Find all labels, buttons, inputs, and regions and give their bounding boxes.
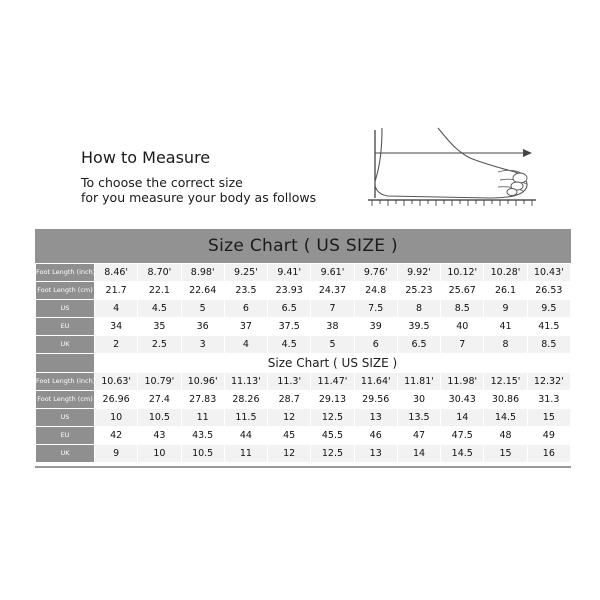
size-row-foot-in <box>36 373 570 390</box>
foot-measure-illustration <box>360 120 540 208</box>
row-label: Foot Length (cm) <box>36 282 94 299</box>
size-cell: 39.5 <box>398 318 440 335</box>
size-cell: 43 <box>138 427 180 444</box>
size-cell: 37.5 <box>268 318 310 335</box>
row-label: Foot Length (inch) <box>36 373 94 390</box>
size-cell: 2.5 <box>138 336 180 353</box>
size-row-foot-cm <box>36 391 570 408</box>
row-label: EU <box>36 318 94 335</box>
size-cell: 11 <box>225 445 267 462</box>
size-cell: 10 <box>95 409 137 426</box>
size-cell: 11.98' <box>441 373 483 390</box>
row-label-blank <box>36 354 94 372</box>
size-cell: 11.64' <box>355 373 397 390</box>
size-cell: 27.4 <box>138 391 180 408</box>
size-cell: 31.3 <box>528 391 570 408</box>
size-cell: 43.5 <box>182 427 224 444</box>
size-chart-table <box>35 263 571 463</box>
size-cell: 24.8 <box>355 282 397 299</box>
size-cell: 11.5 <box>225 409 267 426</box>
size-cell: 10.43' <box>528 264 570 281</box>
size-cell: 44 <box>225 427 267 444</box>
size-cell: 10.5 <box>182 445 224 462</box>
measure-instruction-line-2: for you measure your body as follows <box>81 190 317 205</box>
size-cell: 39 <box>355 318 397 335</box>
size-cell: 16 <box>528 445 570 462</box>
size-cell: 8.46' <box>95 264 137 281</box>
size-cell: 11.3' <box>268 373 310 390</box>
size-cell: 23.93 <box>268 282 310 299</box>
size-cell: 15 <box>484 445 526 462</box>
size-cell: 25.23 <box>398 282 440 299</box>
size-row-foot-in <box>36 264 570 281</box>
size-cell: 12.15' <box>484 373 526 390</box>
size-cell: 8.98' <box>182 264 224 281</box>
size-cell: 11.47' <box>311 373 353 390</box>
size-cell: 15 <box>528 409 570 426</box>
size-cell: 38 <box>311 318 353 335</box>
size-cell: 30 <box>398 391 440 408</box>
size-cell: 9 <box>484 300 526 317</box>
row-label: Foot Length (cm) <box>36 391 94 408</box>
size-row-uk <box>36 445 570 462</box>
row-label: EU <box>36 427 94 444</box>
size-cell: 11 <box>182 409 224 426</box>
size-cell: 4 <box>225 336 267 353</box>
size-chart-subheader: Size Chart ( US SIZE ) <box>95 354 570 372</box>
size-cell: 13 <box>355 445 397 462</box>
size-row-eu <box>36 318 570 335</box>
size-cell: 2 <box>95 336 137 353</box>
size-cell: 10.79' <box>138 373 180 390</box>
size-row-uk <box>36 336 570 353</box>
size-chart-subheader-row <box>36 354 570 372</box>
size-cell: 11.13' <box>225 373 267 390</box>
size-row-eu <box>36 427 570 444</box>
size-cell: 9.61' <box>311 264 353 281</box>
size-cell: 12 <box>268 445 310 462</box>
measure-title: How to Measure <box>81 148 211 167</box>
size-cell: 6.5 <box>268 300 310 317</box>
size-cell: 25.67 <box>441 282 483 299</box>
size-cell: 24.37 <box>311 282 353 299</box>
size-row-us <box>36 300 570 317</box>
size-cell: 6.5 <box>398 336 440 353</box>
size-cell: 30.86 <box>484 391 526 408</box>
row-label: US <box>36 409 94 426</box>
size-cell: 10.96' <box>182 373 224 390</box>
size-cell: 22.1 <box>138 282 180 299</box>
row-label: UK <box>36 445 94 462</box>
size-cell: 35 <box>138 318 180 335</box>
size-cell: 14.5 <box>484 409 526 426</box>
size-cell: 45.5 <box>311 427 353 444</box>
size-cell: 10 <box>138 445 180 462</box>
size-cell: 49 <box>528 427 570 444</box>
size-cell: 10.12' <box>441 264 483 281</box>
size-cell: 9.5 <box>528 300 570 317</box>
size-cell: 9.41' <box>268 264 310 281</box>
row-label: US <box>36 300 94 317</box>
size-cell: 47.5 <box>441 427 483 444</box>
size-cell: 22.64 <box>182 282 224 299</box>
size-cell: 4.5 <box>268 336 310 353</box>
size-cell: 14 <box>398 445 440 462</box>
size-cell: 5 <box>311 336 353 353</box>
size-cell: 26.96 <box>95 391 137 408</box>
size-cell: 11.81' <box>398 373 440 390</box>
row-label: UK <box>36 336 94 353</box>
size-cell: 10.5 <box>138 409 180 426</box>
size-cell: 45 <box>268 427 310 444</box>
row-label: Foot Length (inch) <box>36 264 94 281</box>
size-cell: 8.5 <box>528 336 570 353</box>
size-cell: 29.56 <box>355 391 397 408</box>
size-cell: 8 <box>484 336 526 353</box>
size-row-foot-cm <box>36 282 570 299</box>
size-cell: 14 <box>441 409 483 426</box>
size-cell: 46 <box>355 427 397 444</box>
size-row-us <box>36 409 570 426</box>
size-cell: 8 <box>398 300 440 317</box>
size-cell: 6 <box>225 300 267 317</box>
size-cell: 36 <box>182 318 224 335</box>
size-cell: 9.92' <box>398 264 440 281</box>
size-cell: 7 <box>311 300 353 317</box>
size-cell: 47 <box>398 427 440 444</box>
size-cell: 28.7 <box>268 391 310 408</box>
size-cell: 3 <box>182 336 224 353</box>
measure-instruction-line-1: To choose the correct size <box>81 175 243 190</box>
size-cell: 10.63' <box>95 373 137 390</box>
size-cell: 9 <box>95 445 137 462</box>
size-cell: 12.5 <box>311 445 353 462</box>
bottom-divider <box>35 466 571 468</box>
size-chart <box>35 229 571 468</box>
size-cell: 12 <box>268 409 310 426</box>
size-cell: 21.7 <box>95 282 137 299</box>
size-cell: 7.5 <box>355 300 397 317</box>
size-cell: 40 <box>441 318 483 335</box>
size-cell: 5 <box>182 300 224 317</box>
size-cell: 28.26 <box>225 391 267 408</box>
size-cell: 41 <box>484 318 526 335</box>
size-cell: 41.5 <box>528 318 570 335</box>
size-cell: 9.25' <box>225 264 267 281</box>
size-cell: 12.5 <box>311 409 353 426</box>
size-cell: 8.70' <box>138 264 180 281</box>
size-cell: 37 <box>225 318 267 335</box>
size-cell: 34 <box>95 318 137 335</box>
measure-instructions <box>81 175 316 205</box>
size-cell: 7 <box>441 336 483 353</box>
size-cell: 12.32' <box>528 373 570 390</box>
size-cell: 26.1 <box>484 282 526 299</box>
size-cell: 13 <box>355 409 397 426</box>
size-cell: 42 <box>95 427 137 444</box>
size-cell: 26.53 <box>528 282 570 299</box>
size-cell: 10.28' <box>484 264 526 281</box>
size-cell: 23.5 <box>225 282 267 299</box>
size-cell: 13.5 <box>398 409 440 426</box>
size-chart-header: Size Chart ( US SIZE ) <box>35 229 571 263</box>
size-cell: 27.83 <box>182 391 224 408</box>
size-cell: 48 <box>484 427 526 444</box>
size-cell: 6 <box>355 336 397 353</box>
size-cell: 9.76' <box>355 264 397 281</box>
size-cell: 4 <box>95 300 137 317</box>
size-cell: 29.13 <box>311 391 353 408</box>
size-cell: 30.43 <box>441 391 483 408</box>
size-cell: 14.5 <box>441 445 483 462</box>
size-cell: 4.5 <box>138 300 180 317</box>
size-cell: 8.5 <box>441 300 483 317</box>
